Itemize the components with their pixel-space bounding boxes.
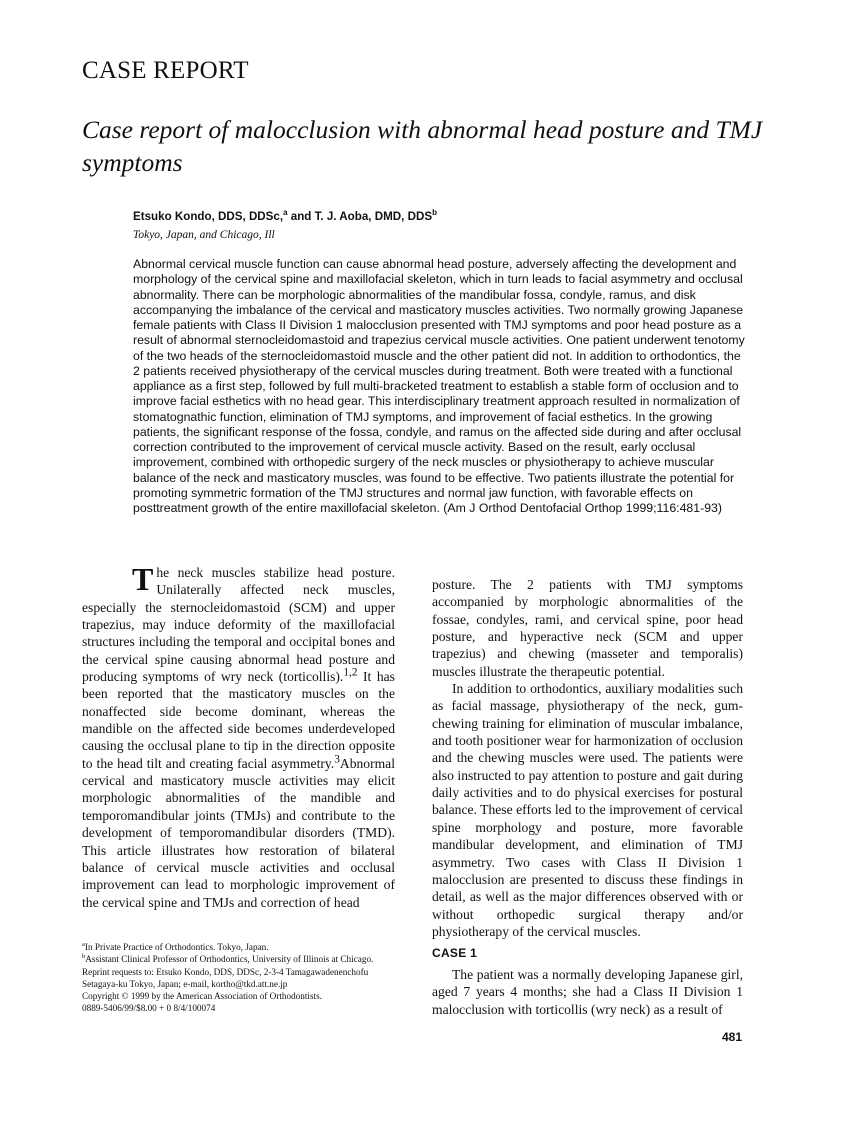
author-line [133, 210, 437, 223]
author-2-sup: b [432, 208, 437, 218]
author-1-sup: a [283, 208, 288, 218]
section-label: CASE REPORT [82, 57, 249, 84]
reprint-line-1: Reprint requests to: Etsuko Kondo, DDS, DDSc, 2-3-4 Tamagawadenenchofu [82, 966, 369, 977]
footnote-a-sup: a [82, 940, 85, 948]
intro-text-a: he neck muscles stabilize head posture. Unilaterally affected neck muscles, especially the sternocleidomastoid (SCM) and upper trapezius, may induce deformity of the maxillofacial structures including the temporal and occipital bones and the cervical spine causing abnormal head posture and producing symptoms of wry neck (torticollis). [82, 565, 395, 685]
body-right-column [432, 576, 743, 940]
paragraph-auxiliary-modalities: In addition to orthodontics, auxiliary modalities such as facial massage, physiotherapy of the neck, gum-chewing training for elimination of muscular imbalance, and tooth positioner wear for harmonization of occlusion and the chewing muscles were used. The patients were also instructed to pay attention to posture and gait during daily activities and to do physical exercises for postural balance. These efforts led to the improvement of cervical spine morphology and posture, more favorable mandibular development, and elimination of TMJ asymmetry. Two cases with Class II Division 1 malocclusion are presented to discuss these findings in detail, as well as the major differences observed with or without orthopedic surgical therapy and/or physiotherapy of the cervical muscles. [432, 681, 743, 939]
footnote-b-text: Assistant Clinical Professor of Orthodontics, University of Illinois at Chicago. [85, 954, 374, 965]
intro-text-b: It has been reported that the masticatory muscles on the nonaffected side become dominant, whereas the mandible on the affected side becomes underdeveloped causing the occlusal plane to tip in the direction opposite to the head tilt and creating facial asymmetry. [82, 669, 395, 771]
author-2: T. J. Aoba, DMD, DDS [314, 210, 433, 223]
citation-ref: 1,2 [343, 666, 358, 679]
footnote-b [82, 953, 400, 965]
case-1-paragraph: The patient was a normally developing Japanese girl, aged 7 years 4 months; she had a Class II Division 1 malocclusion with torticollis (wry neck) as a result of [432, 967, 743, 1017]
author-joiner: and [287, 210, 315, 223]
footnote-a-text: In Private Practice of Orthodontics. Tokyo, Japan. [84, 942, 269, 952]
case-1-heading: CASE 1 [432, 946, 478, 960]
page-number: 481 [722, 1030, 743, 1044]
footnotes [82, 941, 400, 1015]
body-left-column [82, 561, 395, 911]
copyright: Copyright © 1999 by the American Association of Orthodontists. [82, 991, 322, 1002]
footnote-a [82, 941, 400, 953]
citation-ref: 3 [334, 753, 340, 766]
intro-paragraph [82, 561, 395, 911]
abstract: Abnormal cervical muscle function can cause abnormal head posture, adversely affecting the development and morphology of the cervical spine and maxillofacial skeleton, which in turn leads to facial asymmetry and occlusal abnormality. There can be morphologic abnormalities of the mandibular fossa, condyle, ramus, and disk accompanying the imbalance of the cervical and masticatory muscles activities. Two normally growing Japanese female patients with Class II Division 1 malocclusion presented with TMJ symptoms and poor head posture as a result of abnormal sternocleidomastoid and trapezius cervical muscle activities. One patient underwent tenotomy of the two heads of the sternocleidomastoid muscle and the other patient did not. In addition to orthodontics, the 2 patients received physiotherapy of the cervical muscles during treatment. Both were treated with a functional appliance as a first step, followed by full multi-bracketed treatment to establish a stable form of occlusion and to improve facial esthetics with no head gear. This interdisciplinary treatment approach resulted in normalization of stomatognathic function, elimination of TMJ symptoms, and improvement of facial esthetics. In the growing patients, the significant response of the fossa, condyle, and ramus on the affected side during and after occlusal correction contributed to the improvement of cervical muscle activity. Based on the result, early occlusal improvement, combined with orthopedic surgery of the neck muscles or physiotherapy to achieve muscular balance of the neck and masticatory muscles, was found to be effective. Two patients illustrate the potential for promoting symmetric formation of the TMJ structures and normal jaw function, with favorable effects on posttreatment growth of the entire maxillofacial skeleton. (Am J Orthod Dentofacial Orthop 1999;116:481-93) [133, 257, 745, 515]
article-title: Case report of malocclusion with abnormal head posture and TMJ symptoms [82, 115, 763, 177]
issn-line: 0889-5406/99/$8.00 + 0 8/4/100074 [82, 1003, 216, 1014]
paragraph-continuation: posture. The 2 patients with TMJ symptoms accompanied by morphologic abnormalities of the fossae, condyles, rami, and cervical spine, poor head posture, and hyperactive neck (SCM and upper trapezius) and chewing (masseter and temporalis) muscles illustrate the therapeutic potential. [432, 577, 743, 679]
intro-text-c: Abnormal cervical and masticatory muscle activities may elicit morphologic abnormalities of the mandible and temporomandibular joints (TMJs) and contribute to the development of temporomandibular disorders (TMD). This article illustrates how restoration of bilateral balance of cervical muscle activities and occlusal improvement can lead to morphologic improvement of the cervical spine and TMJs and correction of head [82, 755, 395, 910]
author-1: Etsuko Kondo, DDS, DDSc, [133, 210, 284, 223]
reprint-line-2: Setagaya-ku Tokyo, Japan; e-mail, kortho@tkd.att.ne.jp [82, 978, 288, 989]
drop-cap: T [132, 561, 154, 597]
footnote-b-sup: b [82, 953, 86, 961]
affiliation: Tokyo, Japan, and Chicago, Ill [133, 229, 275, 241]
case-1-text [432, 966, 743, 1018]
